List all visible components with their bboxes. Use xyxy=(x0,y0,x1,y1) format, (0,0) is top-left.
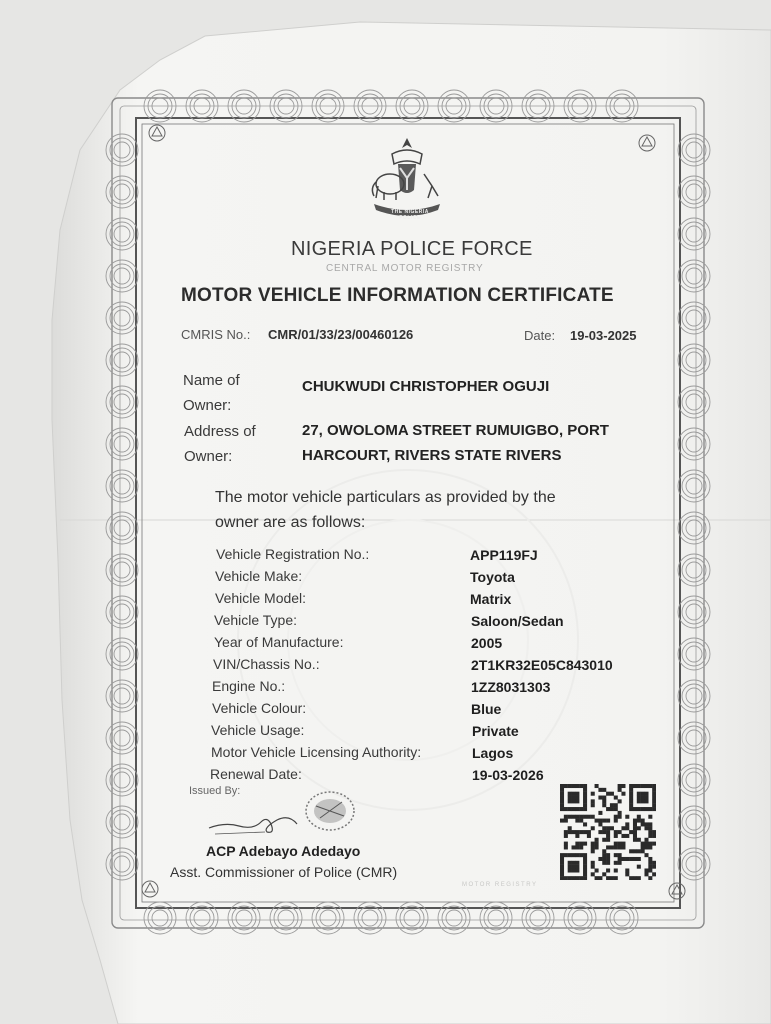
crest-motto: THE NIGERIA POLICE xyxy=(391,209,429,221)
particular-value: Blue xyxy=(471,701,502,717)
particular-label: Vehicle Model: xyxy=(215,590,307,606)
owner-name-value: CHUKWUDI CHRISTOPHER OGUJI xyxy=(302,378,550,395)
small-crest-icon xyxy=(139,878,161,900)
particular-label: Vehicle Make: xyxy=(215,568,303,584)
owner-address-label xyxy=(184,419,256,469)
particular-label: Year of Manufacture: xyxy=(214,634,344,650)
owner-address-label-line: Owner: xyxy=(184,448,233,465)
signature-icon xyxy=(205,808,305,842)
date-label: Date: xyxy=(524,328,556,343)
particular-label: VIN/Chassis No.: xyxy=(213,656,320,672)
particular-label: Renewal Date: xyxy=(210,766,302,782)
particular-label: Vehicle Type: xyxy=(214,612,298,628)
particular-value: 2005 xyxy=(471,635,503,651)
intro-line: The motor vehicle particulars as provided by the xyxy=(215,489,556,506)
particular-label: Vehicle Registration No.: xyxy=(216,546,370,562)
particular-label: Vehicle Colour: xyxy=(212,700,307,716)
particular-value: Matrix xyxy=(470,591,512,607)
particular-value: Saloon/Sedan xyxy=(471,613,564,629)
small-crest-icon xyxy=(146,122,168,144)
owner-address-value xyxy=(302,418,609,468)
particular-label: Motor Vehicle Licensing Authority: xyxy=(211,744,422,760)
particular-value: 19-03-2026 xyxy=(472,767,544,783)
cmris-number: CMR/01/33/23/00460126 xyxy=(268,327,414,342)
owner-name-label-line: Name of xyxy=(183,372,240,389)
seal-stamp-icon xyxy=(302,788,358,834)
particular-value: 1ZZ8031303 xyxy=(471,679,551,695)
qr-code-icon[interactable] xyxy=(560,784,656,880)
owner-address-line: 27, OWOLOMA STREET RUMUIGBO, PORT xyxy=(302,422,609,439)
footer-watermark: MOTOR REGISTRY xyxy=(462,882,538,888)
particular-label: Vehicle Usage: xyxy=(211,722,305,738)
owner-address-line: HARCOURT, RIVERS STATE RIVERS xyxy=(302,447,562,464)
intro-line: owner are as follows: xyxy=(215,514,366,531)
owner-address-label-line: Address of xyxy=(184,423,256,440)
certificate-title: MOTOR VEHICLE INFORMATION CERTIFICATE xyxy=(181,285,614,306)
owner-name-label-line: Owner: xyxy=(183,397,232,414)
particulars-intro xyxy=(215,485,556,535)
issued-by-label: Issued By: xyxy=(189,785,241,797)
particular-value: Private xyxy=(472,723,519,739)
cmris-label: CMRIS No.: xyxy=(181,327,251,342)
owner-name-label xyxy=(183,368,240,418)
particular-value: Toyota xyxy=(470,569,515,585)
date-value: 19-03-2025 xyxy=(570,328,637,343)
particular-label: Engine No.: xyxy=(212,678,286,694)
small-crest-icon xyxy=(636,132,658,154)
agency-name: NIGERIA POLICE FORCE xyxy=(291,238,533,260)
issuer-name: ACP Adebayo Adedayo xyxy=(206,843,361,859)
small-crest-icon xyxy=(666,880,688,902)
particular-value: Lagos xyxy=(472,745,514,761)
issuer-title: Asst. Commissioner of Police (CMR) xyxy=(170,864,398,880)
particular-value: APP119FJ xyxy=(470,547,538,563)
particular-value: 2T1KR32E05C843010 xyxy=(471,657,613,673)
registry-name: CENTRAL MOTOR REGISTRY xyxy=(326,263,484,274)
